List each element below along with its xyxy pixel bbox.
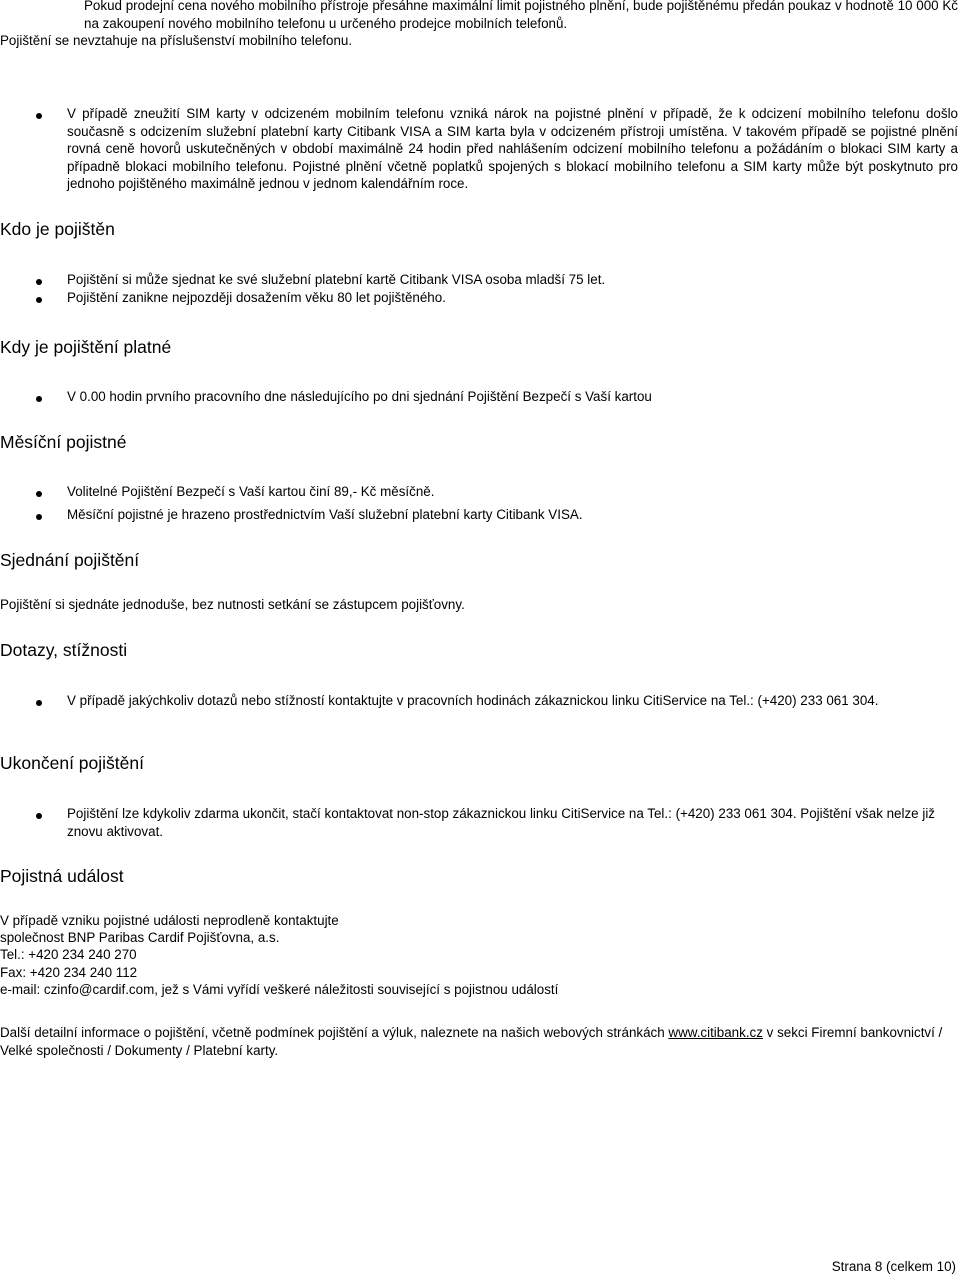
bullet-dot bbox=[36, 113, 42, 119]
kdo-item-1: Pojištění si může sjednat ke své služební platební kartě Citibank VISA osoba mladší 75 let. bbox=[67, 272, 606, 287]
section-heading-udalost: Pojistná událost bbox=[0, 866, 124, 886]
section-heading-mesicni: Měsíční pojistné bbox=[0, 432, 127, 452]
sim-abuse-bullet: V případě zneužití SIM karty v odcizeném mobilním telefonu vzniká nárok na pojistné plnění v případě, že k odcizení mobilního telefonu došlo současně s odcizením služební platební karty Citibank VISA a SIM karta byla v odcizeném přístroji umístěna. V takovém případě se pojistné plnění rovná ceně hovorů uskutečněných v období maximálně 24 hodin před nahlášením odcizení mobilního telefonu a požádáním o blokaci SIM karty a případně blokaci mobilního telefonu. Pojistné plnění včetně poplatků spojených s blokací mobilního telefonu a SIM karty může být poskytnuto pro jednoho pojištěného maximálně jednou v jednom kalendářním roce. bbox=[67, 106, 958, 192]
udalost-line-1: V případě vzniku pojistné události neprodleně kontaktujte bbox=[0, 913, 339, 928]
section-heading-kdy: Kdy je pojištění platné bbox=[0, 337, 172, 357]
page-number: Strana 8 (celkem 10) bbox=[831, 1259, 956, 1274]
udalost-line-2: společnost BNP Paribas Cardif Pojišťovna, a.s. bbox=[0, 930, 280, 945]
intro-continued-text: Pokud prodejní cena nového mobilního přístroje přesáhne maximální limit pojistného plnění, bude pojištěnému předán poukaz v hodnotě 10 000 Kč na zakoupení nového mobilního telefonu u určeného prodejce mobilních telefonů. bbox=[84, 0, 958, 31]
udalost-line-3: Tel.: +420 234 240 270 bbox=[0, 947, 137, 962]
bullet-dot bbox=[36, 279, 42, 285]
section-heading-sjednani: Sjednání pojištění bbox=[0, 550, 140, 570]
mesicni-item-1: Volitelné Pojištění Bezpečí s Vaší kartou činí 89,- Kč měsíčně. bbox=[67, 484, 435, 499]
bullet-dot bbox=[36, 491, 42, 497]
dotazy-item-1: V případě jakýchkoliv dotazů nebo stížností kontaktujte v pracovních hodinách zákaznickou linku CitiService na Tel.: (+420) 233 061 304. bbox=[67, 693, 879, 708]
accessories-note: Pojištění se nevztahuje na příslušenství mobilního telefonu. bbox=[0, 33, 353, 48]
bullet-dot bbox=[36, 297, 42, 303]
bullet-dot bbox=[36, 396, 42, 402]
section-heading-ukonceni: Ukončení pojištění bbox=[0, 753, 144, 773]
ukonceni-item-1: Pojištění lze kdykoliv zdarma ukončit, stačí kontaktovat non-stop zákaznickou linku CitiService na Tel.: (+420) 233 061 304. Pojištění však nelze již znovu aktivovat. bbox=[67, 806, 935, 839]
bullet-dot bbox=[36, 514, 42, 520]
bullet-dot bbox=[36, 700, 42, 706]
section-heading-kdo: Kdo je pojištěn bbox=[0, 219, 115, 239]
mesicni-item-2: Měsíční pojistné je hrazeno prostřednictvím Vaší služební platební karty Citibank VISA. bbox=[67, 507, 583, 522]
bullet-dot bbox=[36, 813, 42, 819]
citibank-link[interactable]: www.citibank.cz bbox=[668, 1025, 763, 1040]
kdo-item-2: Pojištění zanikne nejpozději dosažením věku 80 let pojištěného. bbox=[67, 290, 446, 305]
section-heading-dotazy: Dotazy, stížnosti bbox=[0, 640, 128, 660]
udalost-line-5: e-mail: czinfo@cardif.com, jež s Vámi vyřídí veškeré náležitosti související s pojistnou událostí bbox=[0, 982, 559, 997]
sjednani-text: Pojištění si sjednáte jednoduše, bez nutnosti setkání se zástupcem pojišťovny. bbox=[0, 597, 465, 612]
closing-text-before: Další detailní informace o pojištění, včetně podmínek pojištění a výluk, naleznete na našich webových stránkách bbox=[0, 1025, 669, 1040]
udalost-line-4: Fax: +420 234 240 112 bbox=[0, 965, 138, 980]
closing-paragraph bbox=[0, 1024, 958, 1059]
closing-text-after: v sekci Firemní bankovnictví / Velké společnosti / Dokumenty / Platební karty. bbox=[0, 1025, 943, 1058]
kdy-item-1: V 0.00 hodin prvního pracovního dne následujícího po dni sjednání Pojištění Bezpečí s Vaší kartou bbox=[67, 389, 652, 404]
